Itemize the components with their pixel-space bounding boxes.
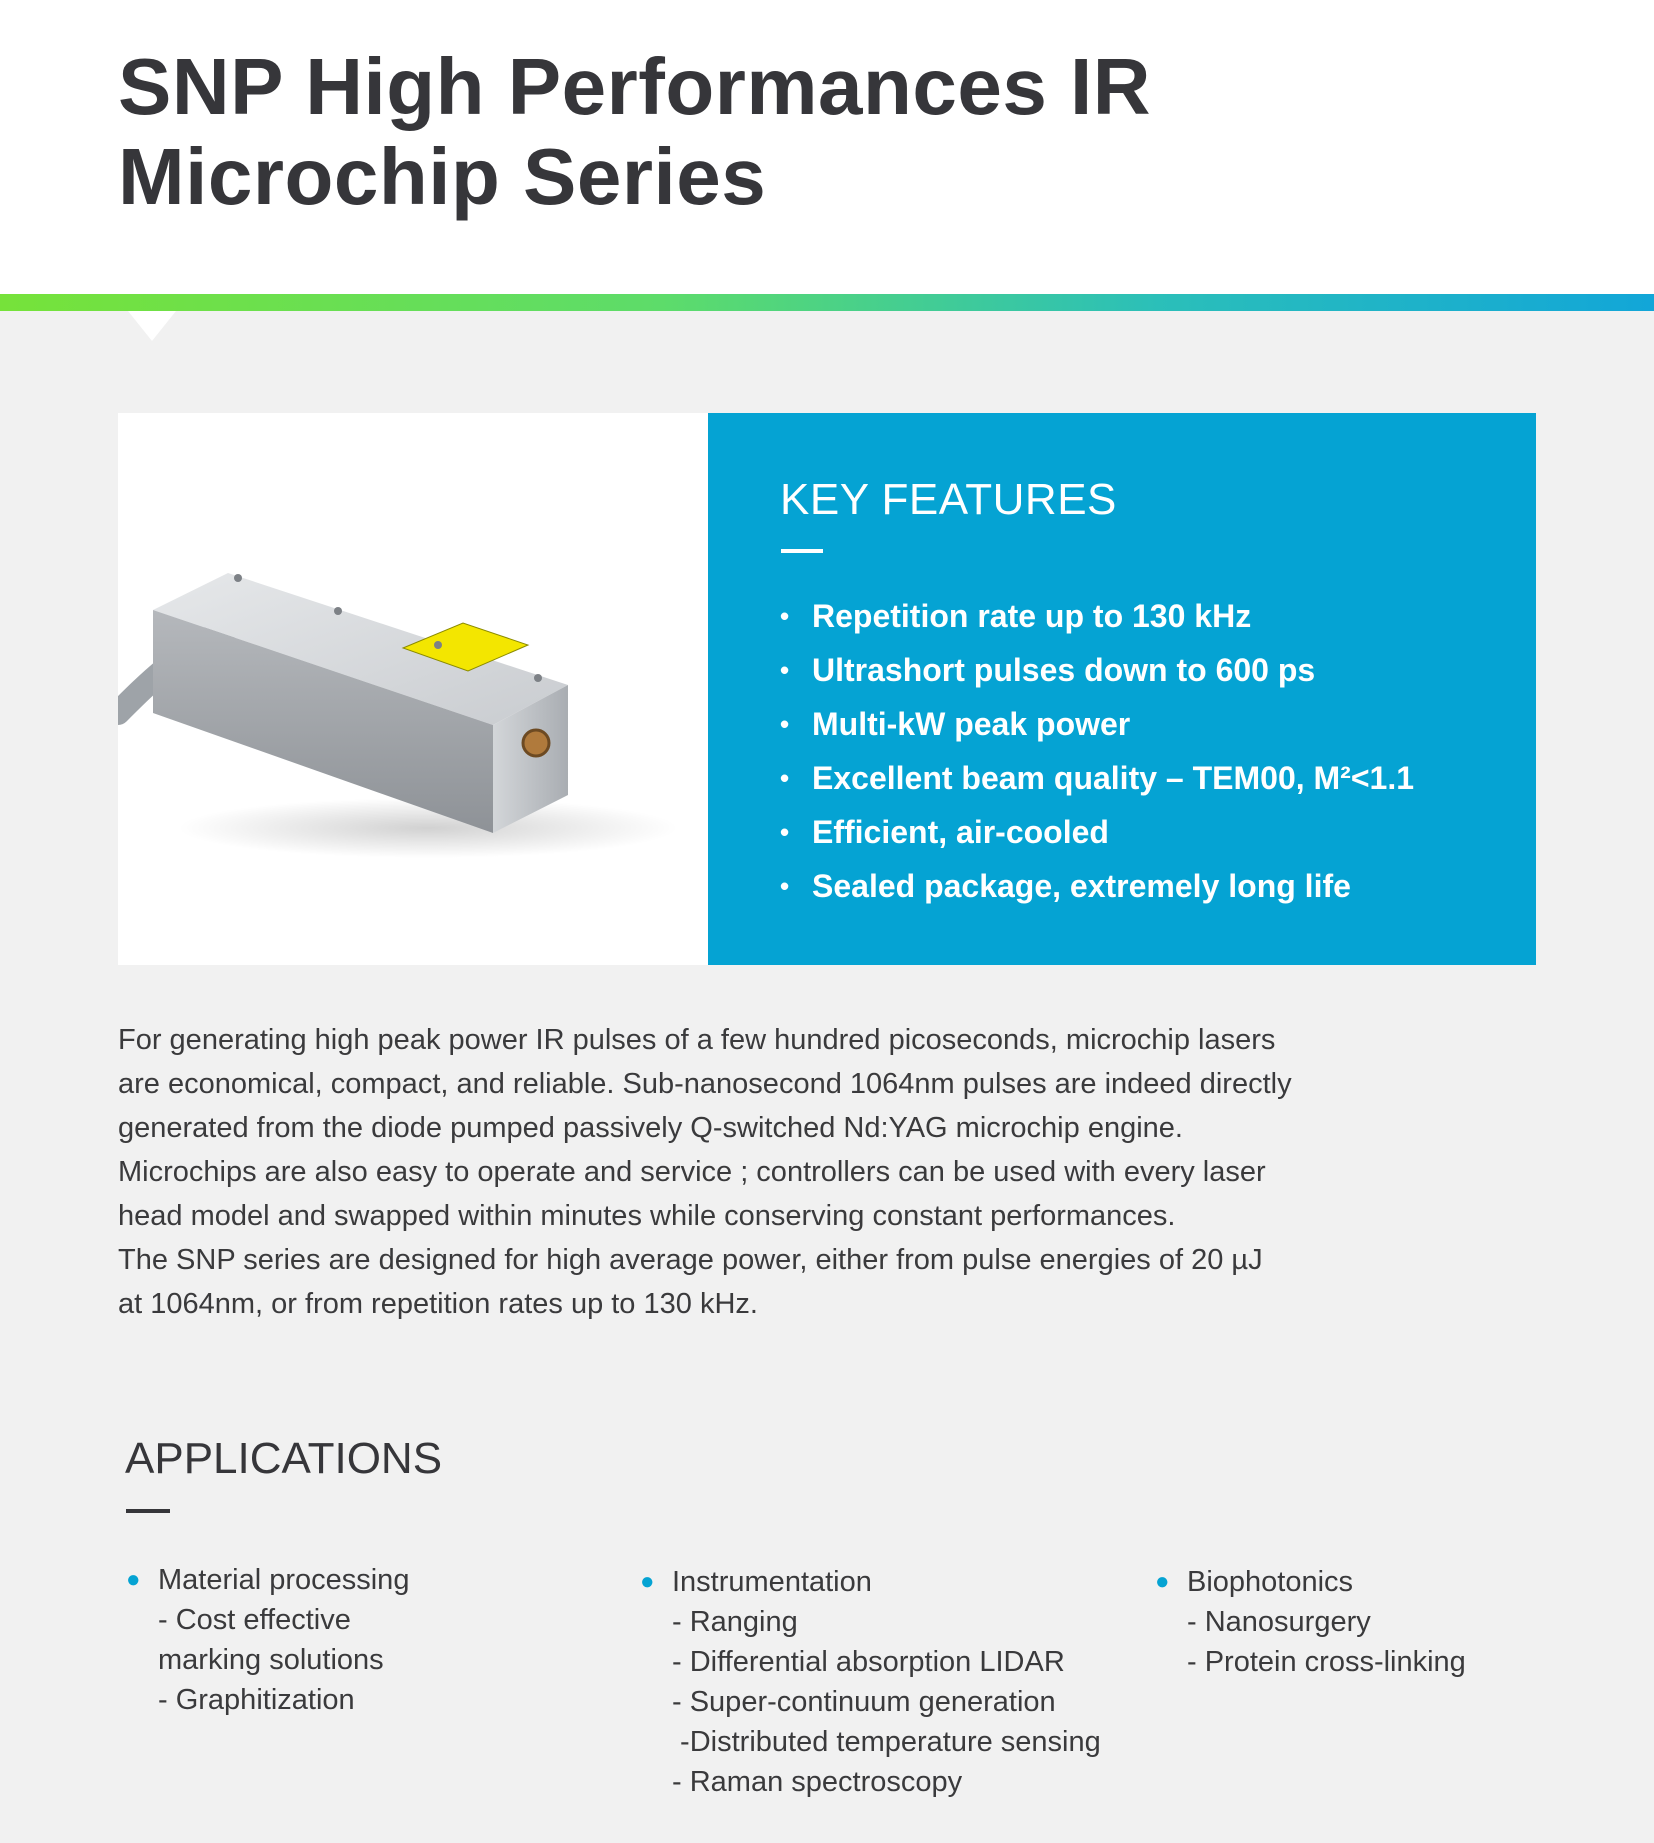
bullet-icon: ● — [1155, 1568, 1170, 1595]
application-column-instrumentation — [640, 1562, 1101, 1802]
page-title-line-2: Microchip Series — [118, 132, 767, 221]
application-subitem: marking solutions — [158, 1644, 384, 1676]
application-subitem: - Super-continuum generation — [672, 1686, 1056, 1718]
application-subitem: - Raman spectroscopy — [672, 1766, 963, 1798]
feature-item: • Efficient, air-cooled — [780, 805, 1414, 859]
applications-rule — [126, 1509, 170, 1513]
feature-item: • Multi-kW peak power — [780, 697, 1414, 751]
product-image-panel — [118, 413, 708, 965]
application-column-material — [126, 1560, 410, 1720]
page-title-line-1: SNP High Performances IR — [118, 42, 1152, 131]
application-subitem: - Differential absorption LIDAR — [672, 1646, 1065, 1678]
description-line: The SNP series are designed for high average power, either from pulse energies of 20 µJ — [118, 1244, 1263, 1276]
application-subitem: - Protein cross-linking — [1187, 1646, 1466, 1678]
application-heading: Biophotonics — [1187, 1566, 1354, 1598]
description-paragraph — [118, 1018, 1458, 1326]
application-subitem: - Ranging — [672, 1606, 798, 1638]
key-features-rule — [781, 549, 823, 553]
application-subitem: -Distributed temperature sensing — [672, 1726, 1101, 1758]
gradient-divider — [0, 294, 1654, 311]
description-line: at 1064nm, or from repetition rates up to 130 kHz. — [118, 1288, 758, 1320]
header — [0, 0, 1654, 294]
feature-item: • Ultrashort pulses down to 600 ps — [780, 643, 1414, 697]
application-column-biophotonics — [1155, 1562, 1466, 1682]
feature-item: • Excellent beam quality – TEM00, M²<1.1 — [780, 751, 1414, 805]
key-features-panel — [708, 413, 1536, 965]
application-subitem: - Cost effective — [158, 1604, 351, 1636]
application-subitem: - Graphitization — [158, 1684, 355, 1716]
description-line: Microchips are also easy to operate and service ; controllers can be used with every laser — [118, 1156, 1266, 1188]
application-heading: Material processing — [158, 1564, 410, 1596]
feature-item: • Repetition rate up to 130 kHz — [780, 589, 1414, 643]
description-line: head model and swapped within minutes while conserving constant performances. — [118, 1200, 1176, 1232]
page-title — [118, 42, 1418, 222]
bullet-icon: ● — [126, 1566, 141, 1593]
applications-title: APPLICATIONS — [125, 1434, 443, 1483]
bullet-icon: ● — [640, 1568, 655, 1595]
application-heading: Instrumentation — [672, 1566, 872, 1598]
application-subitem: - Nanosurgery — [1187, 1606, 1371, 1638]
key-features-title: KEY FEATURES — [780, 475, 1117, 524]
description-line: For generating high peak power IR pulses of a few hundred picoseconds, microchip lasers — [118, 1024, 1276, 1056]
feature-item: • Sealed package, extremely long life — [780, 859, 1414, 913]
description-line: are economical, compact, and reliable. Sub-nanosecond 1064nm pulses are indeed directly — [118, 1068, 1292, 1100]
description-line: generated from the diode pumped passively Q-switched Nd:YAG microchip engine. — [118, 1112, 1183, 1144]
laser-head-image — [118, 413, 708, 965]
header-notch — [128, 311, 176, 341]
key-features-list — [780, 589, 1414, 913]
laser-aperture — [523, 730, 549, 756]
